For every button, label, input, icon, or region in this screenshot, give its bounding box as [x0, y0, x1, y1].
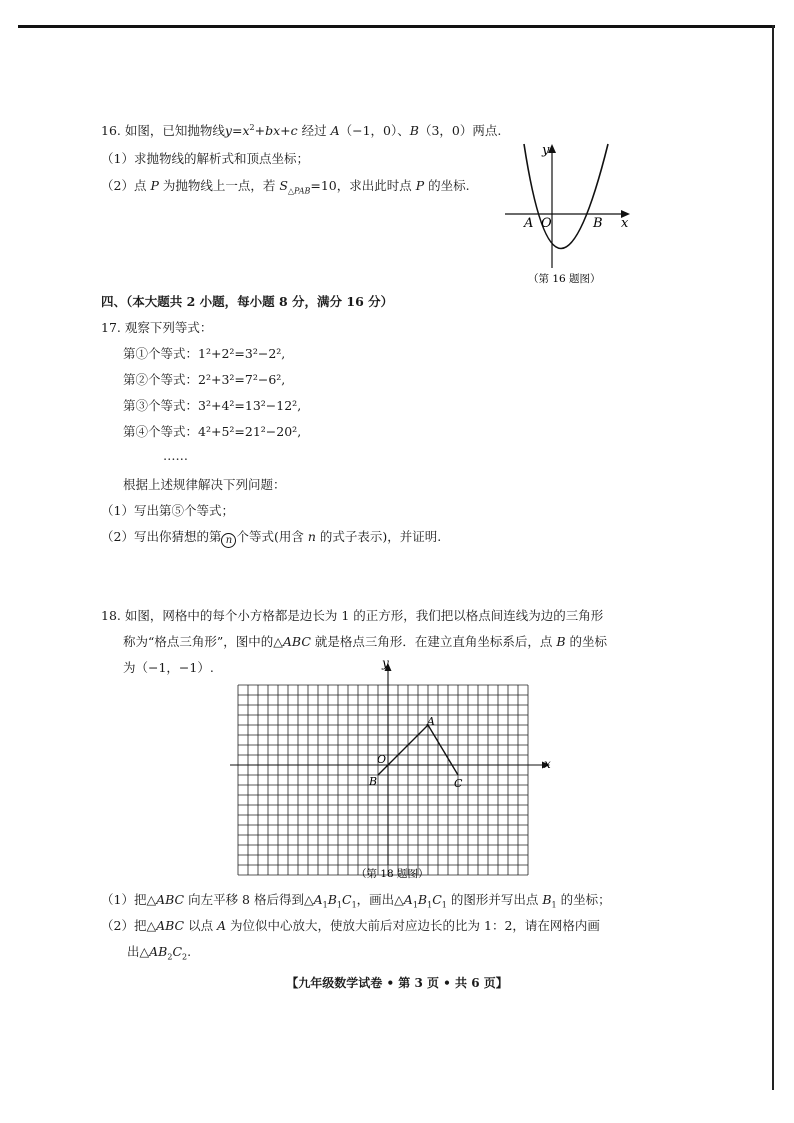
point-a-label: A — [524, 216, 534, 231]
point-b-label: B — [593, 216, 603, 231]
origin-label: O — [541, 216, 552, 231]
q16-figure-caption: （第 16 题图） — [528, 273, 601, 285]
q16-part1: （1）求抛物线的解析式和顶点坐标； — [101, 151, 309, 166]
q17-stem: 17. 观察下列等式： — [101, 320, 213, 335]
q17-part1: （1）写出第⑤个等式； — [101, 503, 234, 518]
parabola-curve — [524, 144, 608, 249]
q18-part2: （2）把△ABC 以点 A 为位似中心放大，使放大前后对应边长的比为 1：2，请在网格内画 — [101, 918, 600, 933]
q17-solve-line: 根据上述规律解决下列问题： — [123, 477, 286, 492]
q16-parabola-figure — [500, 138, 640, 288]
point-b-label: B — [369, 775, 378, 788]
q16-part2: （2）点 P 为抛物线上一点，若 $S_{\triangle PAB}=10$，求出此时点 P 的坐标. — [101, 178, 470, 196]
section-4-heading: 四、（本大题共 2 小题，每小题 8 分，满分 16 分） — [101, 294, 394, 309]
q17-equation-3: 第③个等式：3²+4²=13²−12², — [123, 398, 302, 413]
q18-grid-figure — [228, 655, 558, 882]
grid — [238, 685, 528, 875]
page-right-border — [772, 25, 774, 1090]
x-axis-label: x — [621, 216, 629, 231]
page-footer: 【九年级数学试卷 • 第 3 页 • 共 6 页】 — [286, 976, 508, 990]
point-c-label: C — [454, 777, 463, 790]
origin-label: O — [377, 753, 387, 766]
q17-ellipsis: …… — [163, 448, 188, 463]
q18-part1: （1）把△ABC 向左平移 8 格后得到$\triangle A_1B_1C_1$，画出$\triangle A_1B_1C_1$ 的图形并写出点 $B_1$ 的坐标； — [101, 892, 611, 910]
x-axis-label: x — [544, 757, 551, 771]
q16-stem: 16. 如图，已知抛物线$y=x^2+bx+c$ 经过 A（−1，0）、B（3，0）两点. — [101, 122, 502, 138]
q18-stem-line1: 18. 如图，网格中的每个小方格都是边长为 1 的正方形，我们把以格点间连线为边的三角形 — [101, 608, 604, 623]
circled-n: n — [221, 533, 236, 548]
q18-part2-continued: 出$\triangle AB_2C_2$. — [127, 944, 192, 962]
q18-figure-caption: （第 18 题图） — [356, 868, 429, 880]
q17-equation-1: 第①个等式：1²+2²=3²−2², — [123, 346, 286, 361]
y-axis-label: y — [542, 143, 550, 158]
y-axis-label: y — [382, 656, 389, 670]
q17-part2: （2）写出你猜想的第 n 个等式(用含 n 的式子表示)，并证明. — [101, 529, 442, 546]
point-a-label: A — [427, 715, 435, 728]
q17-equation-2: 第②个等式：2²+3²=7²−6², — [123, 372, 286, 387]
q17-equation-4: 第④个等式：4²+5²=21²−20², — [123, 424, 302, 439]
q18-stem-line3: 为（−1，−1）. — [123, 660, 214, 675]
q18-stem-line2: 称为“格点三角形”，图中的△ABC 就是格点三角形．在建立直角坐标系后，点 B 的坐标 — [123, 634, 608, 649]
page-top-border — [18, 25, 775, 28]
